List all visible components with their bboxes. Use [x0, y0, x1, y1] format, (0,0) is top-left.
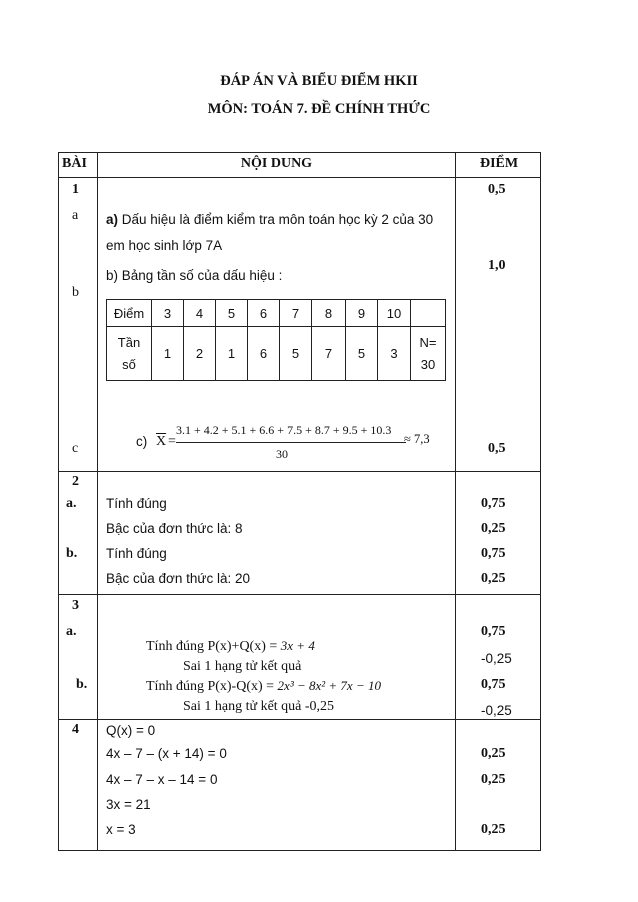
frequency-table-cell: 2	[184, 327, 216, 381]
total-value: 30	[420, 356, 436, 372]
score-q1ab: 1,0	[488, 258, 506, 273]
document-subtitle: MÔN: TOÁN 7. ĐỀ CHÍNH THỨC	[207, 101, 431, 117]
q4-answer-line-4: 3x = 21	[106, 797, 151, 812]
question-2a-label: a.	[66, 496, 77, 511]
q3a-text: Tính đúng P(x)+Q(x) =	[146, 639, 278, 654]
mean-denominator: 30	[276, 447, 288, 461]
question-1c-label: c	[72, 441, 79, 456]
q2-answer-line-1: Tính đúng	[106, 496, 167, 511]
score-q1c: 0,5	[488, 441, 506, 456]
frequency-table-cell: 3	[152, 300, 184, 327]
frequency-table-cell: 4	[184, 300, 216, 327]
document-title: ĐÁP ÁN VÀ BIỂU ĐIỂM HKII	[220, 73, 418, 89]
q4-answer-line-3: 4x – 7 – x – 14 = 0	[106, 772, 218, 787]
score-q4-3: 0,25	[481, 822, 506, 837]
q4-answer-line-2: 4x – 7 – (x + 14) = 0	[106, 746, 227, 761]
score-q3-2: -0,25	[481, 651, 512, 666]
frequency-table-cell: 6	[248, 300, 280, 327]
question-2-number: 2	[72, 474, 79, 489]
frequency-table-row-label	[107, 327, 152, 381]
row-divider-3-4	[58, 719, 541, 720]
frequency-table-cell: 6	[248, 327, 280, 381]
table-border-top	[58, 152, 541, 153]
frequency-table-total	[411, 327, 446, 381]
q3-answer-line-4: Sai 1 hạng tử kết quả -0,25	[183, 699, 335, 714]
question-1a-label: a	[72, 208, 79, 223]
q4-answer-line-5: x = 3	[106, 822, 136, 837]
q3-answer-line-3	[146, 678, 381, 695]
frequency-table	[106, 299, 446, 381]
frequency-table-cell: 3	[378, 327, 411, 381]
mean-equals: =	[168, 434, 176, 449]
question-4-number: 4	[72, 722, 79, 737]
column-header-noi-dung: NỘI DUNG	[240, 156, 313, 171]
frequency-label-line-1: Tần	[117, 334, 141, 350]
mean-symbol: $\overline{X}$	[156, 434, 167, 449]
score-q4-1: 0,25	[481, 746, 506, 761]
score-q2-2: 0,25	[481, 521, 506, 536]
q1b-answer-text: b) Bảng tần số của dấu hiệu :	[106, 268, 283, 283]
score-q1: 0,5	[488, 182, 506, 197]
mean-result: ≈ 7,3	[404, 432, 430, 446]
table-header-divider	[58, 177, 541, 178]
q2-answer-line-4: Bậc của đơn thức là: 20	[106, 571, 250, 586]
column-divider-bai	[97, 152, 98, 851]
score-q3-3: 0,75	[481, 677, 506, 692]
score-q3-1: 0,75	[481, 624, 506, 639]
q1a-answer-line-2: em học sinh lớp 7A	[106, 238, 223, 253]
frequency-table-cell: 5	[346, 327, 378, 381]
q3a-expression: 3x + 4	[280, 638, 315, 653]
frequency-table-cell: 9	[346, 300, 378, 327]
score-q4-2: 0,25	[481, 772, 506, 787]
score-q2-4: 0,25	[481, 571, 506, 586]
q4-answer-line-1: Q(x) = 0	[106, 723, 156, 738]
q1c-prefix: c)	[136, 434, 148, 449]
column-header-bai: BÀI	[62, 156, 87, 171]
q1a-text: Dấu hiệu là điểm kiểm tra môn toán học kỳ 2 của 30	[118, 212, 434, 227]
frequency-table-row-diem	[107, 300, 446, 327]
frequency-table-row-tan-so	[107, 327, 446, 381]
question-1b-label: b	[72, 285, 79, 300]
fraction-bar	[176, 442, 406, 443]
question-3a-label: a.	[66, 624, 77, 639]
frequency-table-cell: 7	[280, 300, 312, 327]
q3-answer-line-1	[146, 638, 315, 655]
q3b-expression: 2x³ − 8x² + 7x − 10	[277, 678, 381, 693]
mean-numerator: 3.1 + 4.2 + 5.1 + 6.6 + 7.5 + 8.7 + 9.5 + 10.3	[176, 423, 392, 437]
table-border-bottom	[58, 850, 541, 851]
table-border-left	[58, 152, 59, 851]
table-border-right	[540, 152, 541, 851]
total-label: N=	[419, 334, 437, 350]
q2-answer-line-2: Bậc của đơn thức là: 8	[106, 521, 243, 536]
frequency-label-line-2: số	[122, 356, 136, 372]
row-divider-1-2	[58, 471, 541, 472]
column-divider-diem	[455, 152, 456, 851]
score-q2-3: 0,75	[481, 546, 506, 561]
row-divider-2-3	[58, 594, 541, 595]
question-1-number: 1	[72, 182, 79, 197]
frequency-table-cell: 5	[216, 300, 248, 327]
q3b-text: Tính đúng P(x)-Q(x) =	[146, 679, 275, 694]
q3-answer-line-2: Sai 1 hạng tử kết quả	[183, 659, 302, 674]
score-q2-1: 0,75	[481, 496, 506, 511]
question-3b-label: b.	[76, 677, 88, 692]
frequency-table-cell: 1	[152, 327, 184, 381]
q2-answer-line-3: Tính đúng	[106, 546, 167, 561]
question-2b-label: b.	[66, 546, 78, 561]
frequency-table-cell: 5	[280, 327, 312, 381]
q1a-answer-line-1	[106, 212, 433, 227]
frequency-table-cell: 10	[378, 300, 411, 327]
q1a-prefix: a)	[106, 212, 119, 227]
column-header-diem: ĐIỂM	[480, 156, 519, 171]
frequency-table-row-label: Điểm	[107, 300, 152, 327]
frequency-table-cell: 8	[312, 300, 346, 327]
frequency-table-cell: 7	[312, 327, 346, 381]
frequency-table-cell-empty	[411, 300, 446, 327]
frequency-table-cell: 1	[216, 327, 248, 381]
question-3-number: 3	[72, 598, 79, 613]
score-q3-4: -0,25	[481, 703, 512, 718]
